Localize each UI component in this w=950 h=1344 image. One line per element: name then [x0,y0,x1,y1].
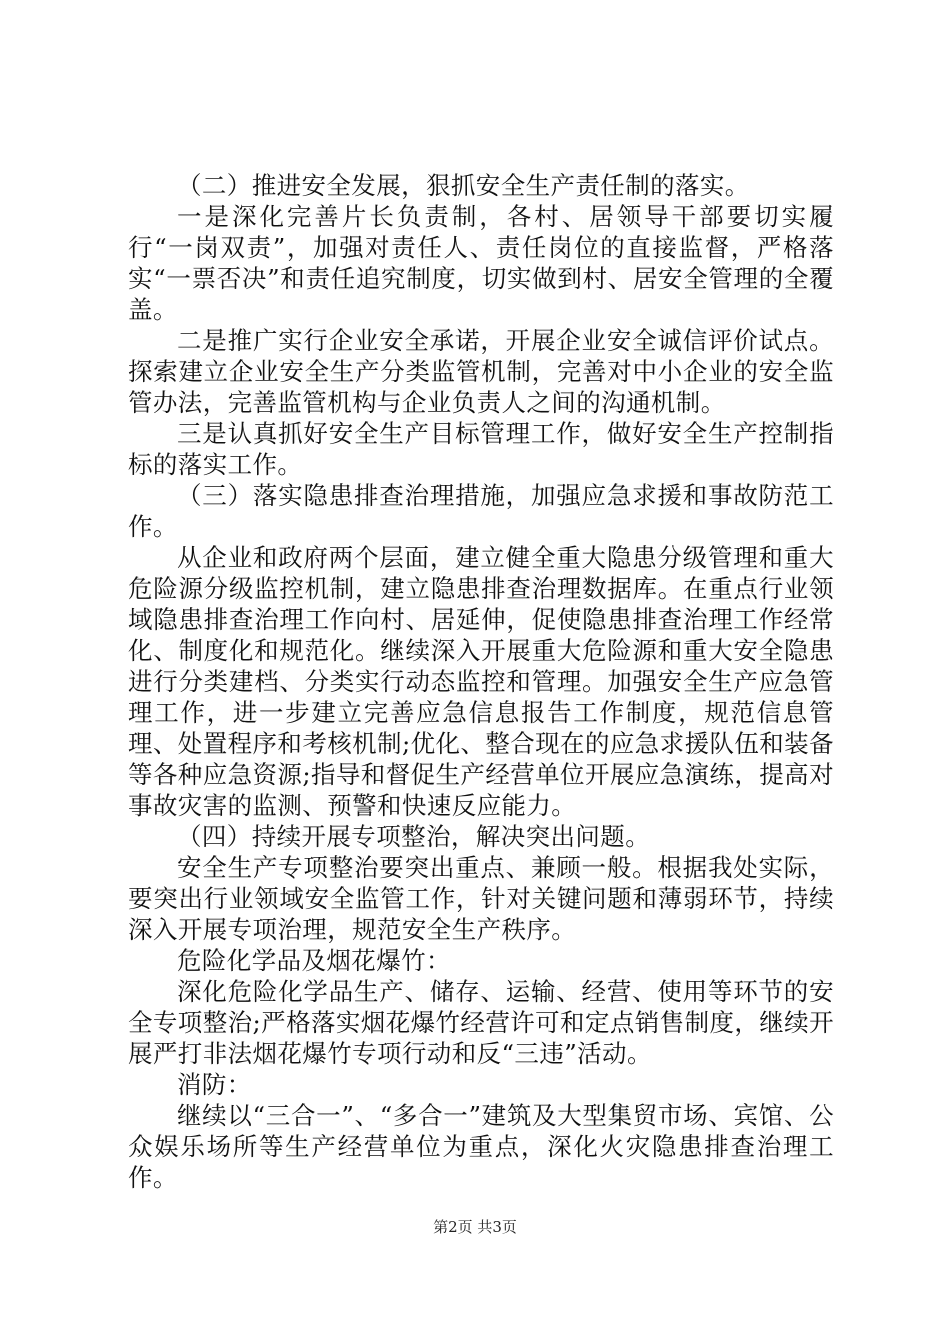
paragraph-item-3: 三是认真抓好安全生产目标管理工作，做好安全生产控制指标的落实工作。 [128,419,834,479]
paragraph-hazard-management: 从企业和政府两个层面，建立健全重大隐患分级管理和重大危险源分级监控机制，建立隐患排查治理数据库。在重点行业领域隐患排查治理工作向村、居延伸，促使隐患排查治理工作经常化、制度化和规范化。继续深入开展重大危险源和重大安全隐患进行分类建档、分类实行动态监控和管理。加强安全生产应急管理工作，进一步建立完善应急信息报告工作制度，规范信息管理、处置程序和考核机制;优化、整合现在的应急求援队伍和装备等各种应急资源;指导和督促生产经营单位开展应急演练，提高对事故灾害的监测、预警和快速反应能力。 [128,543,834,820]
paragraph-item-2: 二是推广实行企业安全承诺，开展企业安全诚信评价试点。探索建立企业安全生产分类监管机制，完善对中小企业的安全监管办法，完善监管机构与企业负责人之间的沟通机制。 [128,326,834,417]
paragraph-special-rectification: 安全生产专项整治要突出重点、兼顾一般。根据我处实际，要突出行业领域安全监管工作，针对关键问题和薄弱环节，持续深入开展专项治理，规范安全生产秩序。 [128,853,834,944]
section-heading-3: （三）落实隐患排查治理措施，加强应急求援和事故防范工作。 [128,481,834,541]
paragraph-fire-safety: 继续以“三合一”、“多合一”建筑及大型集贸市场、宾馆、公众娱乐场所等生产经营单位为重点，深化火灾隐患排查治理工作。 [128,1101,834,1192]
paragraph-item-1: 一是深化完善片长负责制，各村、居领导干部要切实履行“一岗双责”，加强对责任人、责任岗位的直接监督，严格落实“一票否决”和责任追究制度，切实做到村、居安全管理的全覆盖。 [128,202,834,324]
subheading-fire-safety: 消防： [177,1070,252,1099]
subheading-chemicals-fireworks: 危险化学品及烟花爆竹： [177,946,451,975]
section-heading-2: （二）推进安全发展，狠抓安全生产责任制的落实。 [177,171,750,200]
section-heading-4: （四）持续开展专项整治，解决突出问题。 [177,822,651,851]
paragraph-chemicals-fireworks: 深化危险化学品生产、储存、运输、经营、使用等环节的安全专项整治;严格落实烟花爆竹经营许可和定点销售制度，继续开展严打非法烟花爆竹专项行动和反“三违”活动。 [128,977,834,1068]
page-number-footer: 第2页 共3页 [433,1218,517,1236]
document-body [128,170,834,1193]
